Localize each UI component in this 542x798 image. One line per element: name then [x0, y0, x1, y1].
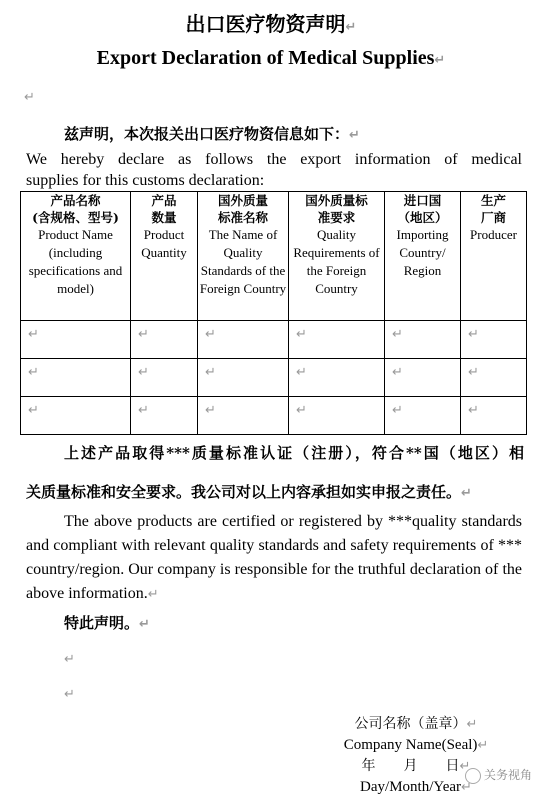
closing-statement: 特此声明。↵ [64, 614, 150, 632]
intro-cn: 兹声明，本次报关出口医疗物资信息如下：↵ [64, 125, 360, 143]
table-row [21, 321, 527, 359]
document-title-en: Export Declaration of Medical Supplies↵ [96, 47, 446, 69]
column-header: 国外质量标 准要求 Quality Requirements of the Foreign Country [289, 192, 385, 321]
table-cell[interactable]: ↵ [289, 397, 385, 435]
date-cn: 年 月 日↵ [361, 758, 471, 774]
statement-en: The above products are certified or registered by ***quality standards and compliant with relevant quality standards and safety requirements of *** country/region. Our company is responsible for the truthful declaration of the above information.↵ [26, 513, 522, 602]
column-header: 产品名称 (含规格、型号) Product Name (including specifications and model) [21, 192, 131, 321]
table-cell[interactable]: ↵ [461, 321, 527, 359]
table-cell[interactable]: ↵ [21, 321, 131, 359]
date-en: Day/Month/Year↵ [360, 779, 472, 795]
table-cell[interactable]: ↵ [385, 321, 461, 359]
table-cell[interactable]: ↵ [289, 321, 385, 359]
signature-block [326, 714, 506, 798]
table-cell[interactable]: ↵ [131, 359, 198, 397]
column-header: 产品 数量 Product Quantity [131, 192, 198, 321]
table-header-row [21, 192, 527, 321]
table-cell[interactable]: ↵ [131, 397, 198, 435]
table-cell[interactable]: ↵ [131, 321, 198, 359]
intro-en-line2: supplies for this customs declaration: [26, 172, 265, 189]
column-header: 进口国 （地区） Importing Country/ Region [385, 192, 461, 321]
paragraph-mark: ↵ [24, 90, 35, 105]
statement-cn-line2: 关质量标准和安全要求。我公司对以上内容承担如实申报之责任。↵ [26, 483, 472, 501]
table-cell[interactable]: ↵ [198, 397, 289, 435]
statement-cn-line1: 上述产品取得***质量标准认证（注册），符合**国（地区）相 [64, 444, 524, 462]
wechat-icon [465, 768, 481, 784]
table-cell[interactable]: ↵ [198, 321, 289, 359]
company-name-cn: 公司名称（盖章）↵ [354, 716, 478, 732]
table-cell[interactable]: ↵ [385, 359, 461, 397]
company-name-en: Company Name(Seal)↵ [343, 737, 489, 753]
column-header: 国外质量 标准名称 The Name of Quality Standards of the Foreign Country [198, 192, 289, 321]
paragraph-mark: ↵ [64, 652, 75, 667]
intro-en-line1: We hereby declare as follows the export information of medical [26, 151, 522, 168]
table-cell[interactable]: ↵ [385, 397, 461, 435]
table-cell[interactable]: ↵ [21, 359, 131, 397]
table-cell[interactable]: ↵ [198, 359, 289, 397]
document-title-cn: 出口医疗物资声明↵ [185, 12, 357, 36]
watermark: 关务视角 [465, 766, 532, 784]
table-row [21, 397, 527, 435]
table-row [21, 359, 527, 397]
table-cell[interactable]: ↵ [21, 397, 131, 435]
table-cell[interactable]: ↵ [461, 397, 527, 435]
column-header: 生产 厂商 Producer [461, 192, 527, 321]
declaration-table [20, 191, 527, 435]
table-cell[interactable]: ↵ [289, 359, 385, 397]
table-cell[interactable]: ↵ [461, 359, 527, 397]
paragraph-mark: ↵ [64, 687, 75, 702]
